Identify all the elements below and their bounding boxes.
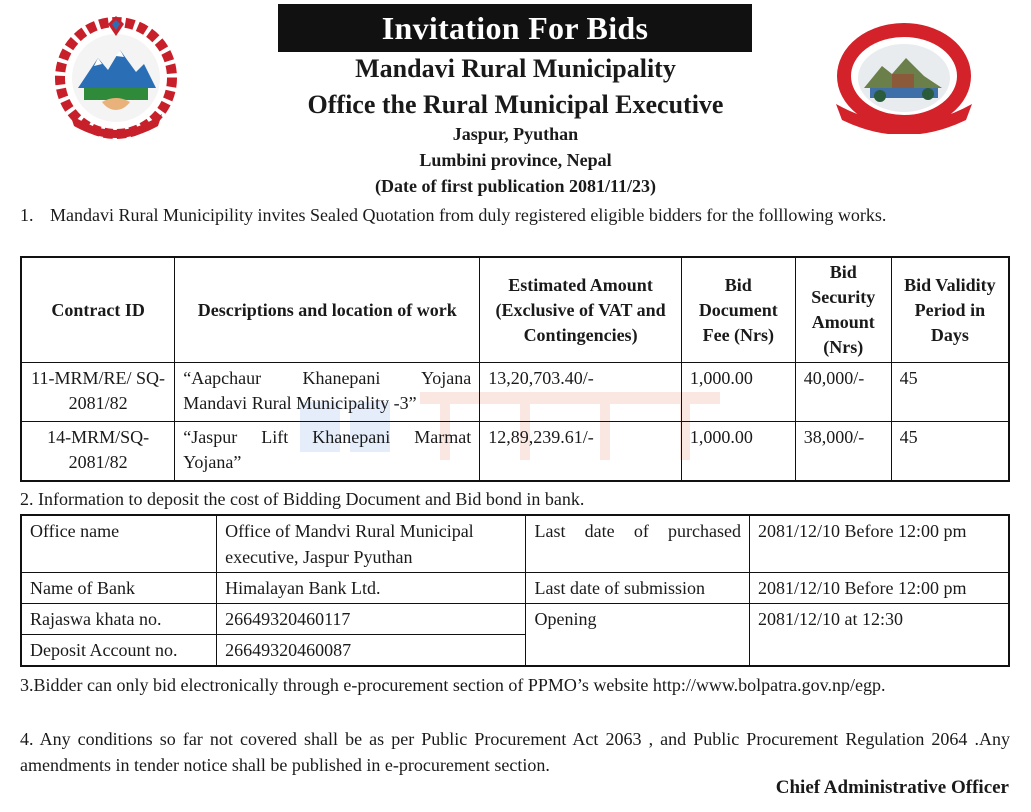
- bid-fee-cell: 1,000.00: [681, 422, 795, 482]
- office-name-value: Office of Mandvi Rural Municipal executive, Jaspur Pyuthan: [217, 515, 526, 573]
- table-row: [21, 363, 1009, 422]
- contract-id-cell: 14-MRM/SQ- 2081/82: [21, 422, 175, 482]
- description-line-2: Mandavi Rural Municipality -3”: [183, 393, 417, 413]
- bank-name-value: Himalayan Bank Ltd.: [217, 573, 526, 604]
- municipality-name: Mandavi Rural Municipality: [355, 54, 676, 83]
- last-purchase-label: Last date of purchased: [526, 515, 750, 573]
- description-cell: [175, 363, 480, 422]
- deposit-info-table: [20, 514, 1010, 667]
- rajaswa-label: Rajaswa khata no.: [21, 604, 217, 635]
- section-1-number: 1.: [20, 205, 34, 225]
- municipality-logo-icon: [830, 22, 978, 134]
- province-line: Lumbini province, Nepal: [419, 150, 612, 170]
- notice-header: [0, 0, 1031, 200]
- header-contract-id: Contract ID: [21, 257, 175, 363]
- table-row: [21, 422, 1009, 482]
- description-line-1: “Aapchaur Khanepani Yojana: [183, 368, 472, 388]
- deposit-account-value: 26649320460087: [217, 635, 526, 667]
- last-purchase-value: 2081/12/10 Before 12:00 pm: [750, 515, 1009, 573]
- bank-name-label: Name of Bank: [21, 573, 217, 604]
- table-row: [21, 573, 1009, 604]
- header-bid-document-fee: Bid Document Fee (Nrs): [681, 257, 795, 363]
- publication-date: (Date of first publication 2081/11/23): [375, 176, 656, 196]
- description-line-1: “Jaspur Lift Khanepani Marmat: [183, 427, 472, 447]
- description-line-2: Yojana”: [183, 452, 242, 472]
- deposit-account-label: Deposit Account no.: [21, 635, 217, 667]
- table-row: [21, 515, 1009, 573]
- last-submission-label: Last date of submission: [526, 573, 750, 604]
- bid-security-cell: 40,000/-: [795, 363, 891, 422]
- section-1-text: Mandavi Rural Municipility invites Sealed Quotation from duly registered eligible bidders for the folllowing works.: [50, 205, 887, 225]
- works-table-header-row: [21, 257, 1009, 363]
- signature-line: Chief Administrative Officer: [775, 777, 1009, 798]
- section-2: 2. Information to deposit the cost of Bidding Document and Bid bond in bank.: [20, 489, 585, 509]
- bid-fee-cell: 1,000.00: [681, 363, 795, 422]
- opening-value: 2081/12/10 at 12:30: [750, 604, 1009, 667]
- bid-security-cell: 38,000/-: [795, 422, 891, 482]
- table-row: [21, 604, 1009, 635]
- header-bid-validity: Bid Validity Period in Days: [891, 257, 1009, 363]
- notice-title: Invitation For Bids: [278, 4, 752, 52]
- last-submission-value: 2081/12/10 Before 12:00 pm: [750, 573, 1009, 604]
- rajaswa-value: 26649320460117: [217, 604, 526, 635]
- office-name: Office the Rural Municipal Executive: [307, 90, 724, 119]
- office-location: Jaspur, Pyuthan: [452, 124, 579, 144]
- section-1: [20, 202, 1010, 228]
- section-3: 3.Bidder can only bid electronically through e-procurement section of PPMO’s website http://www.bolpatra.gov.np/egp.: [20, 675, 886, 695]
- office-name-label: Office name: [21, 515, 217, 573]
- bid-validity-cell: 45: [891, 422, 1009, 482]
- header-bid-security: Bid Security Amount (Nrs): [795, 257, 891, 363]
- header-description: Descriptions and location of work: [175, 257, 480, 363]
- contract-id-cell: 11-MRM/RE/ SQ-2081/82: [21, 363, 175, 422]
- works-table: [20, 256, 1010, 482]
- bid-validity-cell: 45: [891, 363, 1009, 422]
- opening-label: Opening: [526, 604, 750, 667]
- estimated-amount-cell: 12,89,239.61/-: [480, 422, 682, 482]
- estimated-amount-cell: 13,20,703.40/-: [480, 363, 682, 422]
- header-estimated-amount: Estimated Amount (Exclusive of VAT and Contingencies): [480, 257, 682, 363]
- section-4: 4. Any conditions so far not covered shall be as per Public Procurement Act 2063 , and Public Procurement Regulation 2064 .Any amendments in tender notice shall be published in e-procurement section.: [20, 729, 1010, 775]
- description-cell: [175, 422, 480, 482]
